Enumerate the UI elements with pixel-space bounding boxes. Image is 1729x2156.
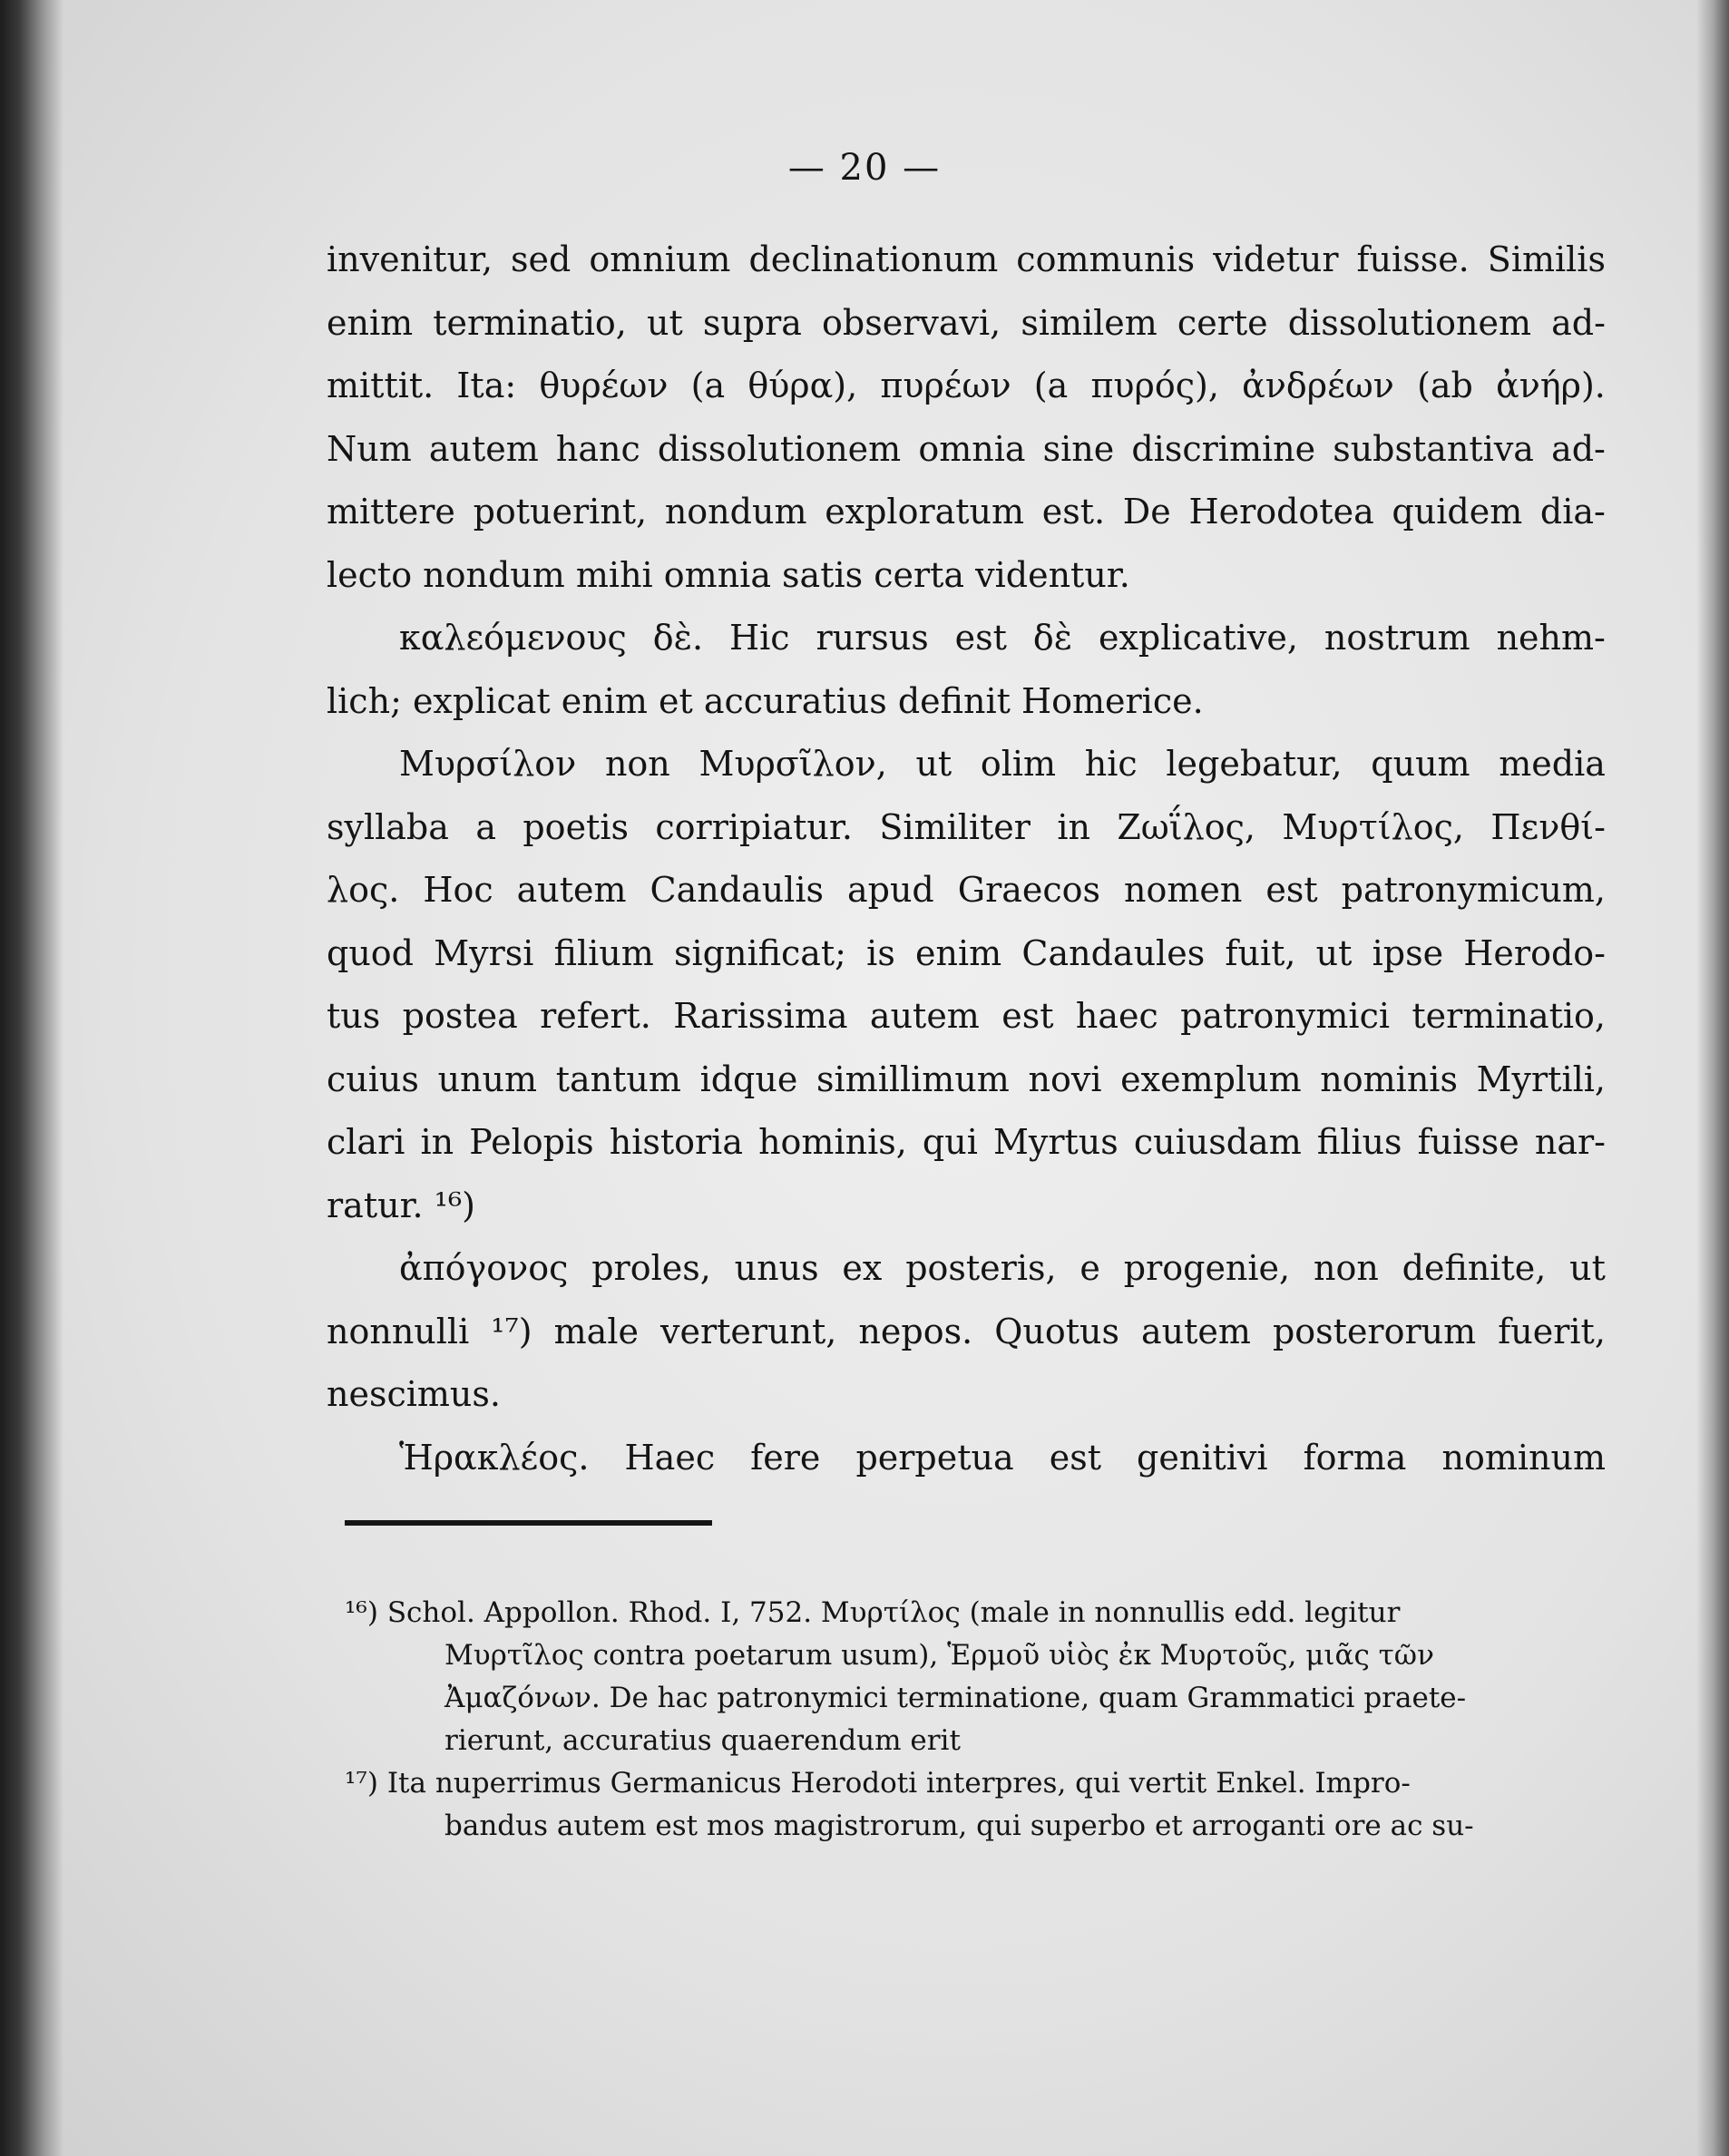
text-line: Μυρσίλον non Μυρσῖλον, ut olim hic legebatur, quum media [399, 744, 1606, 784]
text-line: λος. Hoc autem Candaulis apud Graecos nomen est patronymicum, [327, 870, 1606, 910]
text-line: clari in Pelopis historia hominis, qui Myrtus cuiusdam filius fuisse nar- [327, 1122, 1606, 1162]
footnote-17-line: Ita nuperrimus Germanicus Herodoti interpres, qui vertit Enkel. Impro- [386, 1767, 1411, 1800]
text-line: invenitur, sed omnium declinationum communis videtur fuisse. Similis [327, 239, 1606, 279]
text-line: ἀπόγονος proles, unus ex posteris, e progenie, non definite, ut [399, 1248, 1606, 1288]
body-text [327, 229, 1606, 1489]
text-line: lich; explicat enim et accuratius definit Homerice. [327, 680, 1204, 721]
text-line: enim terminatio, ut supra observavi, similem certe dissolutionem ad- [327, 302, 1606, 343]
text-line: Ἡρακλέος. Haec fere perpetua est genitivi forma nominum [399, 1437, 1606, 1478]
text-line: καλεόμενους δὲ. Hic rursus est δὲ explicative, nostrum nehm- [399, 618, 1606, 658]
footnote-16-marker: ¹⁶) [345, 1596, 378, 1629]
footnote-separator [345, 1520, 712, 1526]
text-line: syllaba a poetis corripiatur. Similiter in Ζωΐλος, Μυρτίλος, Πενθί- [327, 806, 1606, 847]
footnote-17-line: bandus autem est mos magistrorum, qui superbo et arroganti ore ac su- [444, 1810, 1474, 1842]
footnote-16-line: rierunt, accuratius quaerendum erit [444, 1724, 961, 1757]
text-line: nonnulli ¹⁷) male verterunt, nepos. Quotus autem posterorum fuerit, [327, 1311, 1606, 1351]
text-line: ratur. ¹⁶) [327, 1185, 476, 1225]
page-number: — 20 — [787, 147, 942, 189]
text-line: nescimus. [327, 1374, 501, 1414]
footnote-17-marker: ¹⁷) [345, 1767, 378, 1800]
footnote-16 [345, 1592, 1606, 1634]
page-edge-shadow [1696, 0, 1729, 2156]
book-binding-shadow [0, 0, 63, 2156]
footnote-17 [345, 1762, 1606, 1805]
footnote-16-line: Ἀμαζόνων. De hac patronymici terminatione, quam Grammatici praete- [444, 1682, 1467, 1714]
text-line: quod Myrsi filium significat; is enim Candaules fuit, ut ipse Herodo- [327, 932, 1606, 973]
text-line: tus postea refert. Rarissima autem est haec patronymici terminatio, [327, 996, 1606, 1036]
text-line: cuius unum tantum idque simillimum novi exemplum nominis Myrtili, [327, 1058, 1606, 1099]
text-line: mittit. Ita: θυρέων (a θύρα), πυρέων (a πυρός), ἀνδρέων (ab ἀνήρ). [327, 366, 1606, 405]
text-line: mittere potuerint, nondum exploratum est. De Herodotea quidem dia- [327, 492, 1606, 532]
footnote-16-line: Μυρτῖλος contra poetarum usum), Ἑρμοῦ υἱὸς ἐκ Μυρτοῦς, μιᾶς τῶν [444, 1639, 1434, 1672]
text-line: Num autem hanc dissolutionem omnia sine discrimine substantiva ad- [327, 428, 1606, 469]
text-line: lecto nondum mihi omnia satis certa videntur. [327, 554, 1130, 595]
footnotes [345, 1592, 1606, 1848]
footnote-16-line: Schol. Appollon. Rhod. I, 752. Μυρτίλος (male in nonnullis edd. legitur [386, 1596, 1401, 1629]
